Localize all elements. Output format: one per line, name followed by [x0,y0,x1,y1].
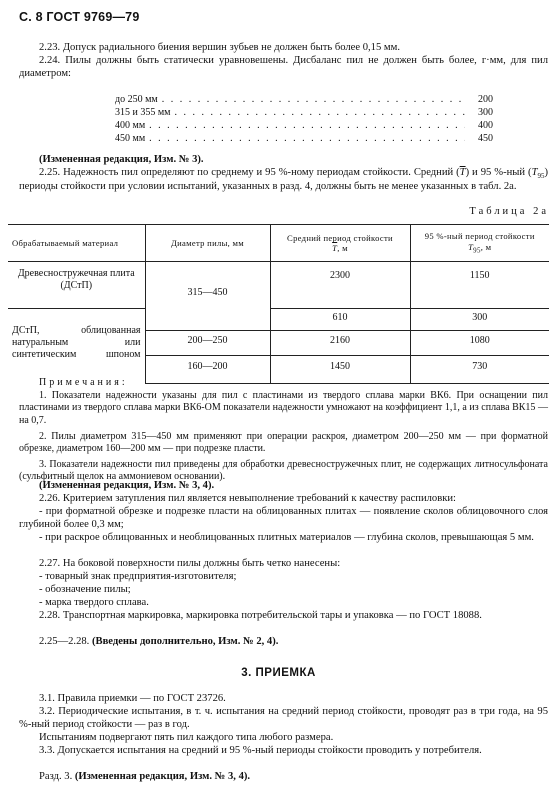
mean-cell: 2300 [270,262,410,309]
table-caption: Таблица 2а [469,206,549,217]
note-item: 1. Показатели надежности указаны для пил с пластинами из твердого сплава марки ВК6. При оснащении пил пластинами из твердого сплава марки ВК6-ОМ показатели надежности умножают на коэффициент 1,1, а из сплава ВК15 — на 0,7. [19,390,548,426]
imbalance-row: 315 и 355 мм . . . 300 [115,107,493,120]
notes-title: Примечания: [39,377,128,388]
clause-3-2-note: Испытаниям подвергают пять пил каждого типа любого размера. [39,732,334,743]
diameter-cell: 315—450 [145,262,270,331]
clause-3-2: 3.2. Периодические испытания, в т. ч. испытания на средний период стойкости, проводят раз в три года, на 95 %-ный период стойкости — раз в год. [19,706,548,730]
table-row [8,262,549,309]
clause-3-1: 3.1. Правила приемки — по ГОСТ 23726. [39,693,226,704]
clause-2-26: 2.26. Критерием затупления пил является невыполнение требований к качеству распиловки: [39,493,456,504]
p95-cell: 730 [410,356,549,384]
clause-2-27: 2.27. На боковой поверхности пилы должны быть четко нанесены: [39,558,341,569]
section-title: 3. ПРИЕМКА [241,667,316,679]
material-cell: Древесностружечная плита (ДСтП) [8,262,145,309]
p95-cell: 1150 [410,262,549,309]
p95-cell: 1080 [410,331,549,356]
diameter-cell: 160—200 [145,356,270,384]
imbalance-list [115,94,493,146]
clause-2-24: 2.24. Пилы должны быть статически уравновешены. Дисбаланс пил не должен быть более, г·мм, для пил диаметром: [19,55,548,79]
clause-2-26-item: - при раскрое облицованных и необлицованных плитных материалов — глубина сколов, превышающая 5 мм. [39,532,534,543]
imbalance-row: до 250 мм . . . 200 [115,94,493,107]
clause-2-27-item: - марка твердого сплава. [39,597,149,608]
clause-2-25: 2.25. Надежность пил определяют по среднему и 95 %-ному периодам стойкости. Средний $(\overline{T})$ и 95 %-ный $(T_{95})$ периоды стойкости при условии испытаний, указанных в разд. 4, должны быть не менее указанных в табл. 2а. [19,167,548,192]
diameter-cell: 200—250 [145,331,270,356]
p95-cell: 300 [410,309,549,331]
clause-2-28: 2.28. Транспортная маркировка, маркировка потребительской тары и упаковка — по ГОСТ 18088. [39,610,482,621]
header-material: Обрабатываемый материал [8,225,145,262]
mean-cell: 610 [270,309,410,331]
clause-2-27-item: - товарный знак предприятия-изготовителя; [39,571,237,582]
mean-cell: 2160 [270,331,410,356]
reliability-table [8,224,549,384]
imbalance-row: 450 мм . . . 450 [115,133,493,146]
header-mean-period: Средний период стойкости $\overline{T}$, м [270,225,410,262]
page-header: С. 8 ГОСТ 9769—79 [19,10,140,24]
section-amendment: Разд. 3. (Измененная редакция, Изм. № 3, 4). [39,771,251,782]
clause-range-note: 2.25—2.28. (Введены дополнительно, Изм. № 2, 4). [39,636,279,647]
header-diameter: Диаметр пилы, мм [145,225,270,262]
table-header-row [8,225,549,262]
amendment-note: (Измененная редакция, Изм. № 3). [39,154,204,165]
imbalance-row: 400 мм . . . 400 [115,120,493,133]
clause-3-3: 3.3. Допускается испытания на средний и 95 %-ный периоды стойкости проводить у потребителя. [39,745,482,756]
mean-cell: 1450 [270,356,410,384]
notes-block [19,377,548,484]
note-item: 2. Пилы диаметром 315—450 мм применяют при операции раскроя, диаметром 200—250 мм — при форматной обрезке, диаметром 160—200 мм — при подрезке пласти. [19,430,548,454]
material-cell: ДСтП, облицованная натуральным или синтетическим шпоном [8,309,145,384]
table-row [8,309,549,331]
clause-2-27-item: - обозначение пилы; [39,584,131,595]
clause-2-23: 2.23. Допуск радиального биения вершин зубьев не должен быть более 0,15 мм. [39,42,400,53]
amendment-note: (Измененная редакция, Изм. № 3, 4). [39,480,215,491]
clause-2-26-item: - при форматной обрезке и подрезке пласти на облицованных плитах — появление сколов облицовочного слоя глубиной более 0,3 мм; [19,506,548,530]
note-item: 3. Показатели надежности пил приведены для обработки древесностружечных плит, не содержащих литносульфоната (сульфитный щелок на аммониевом основании). [19,459,548,483]
header-95-period: 95 %-ный период стойкости $T_{95}$, м [410,225,549,262]
